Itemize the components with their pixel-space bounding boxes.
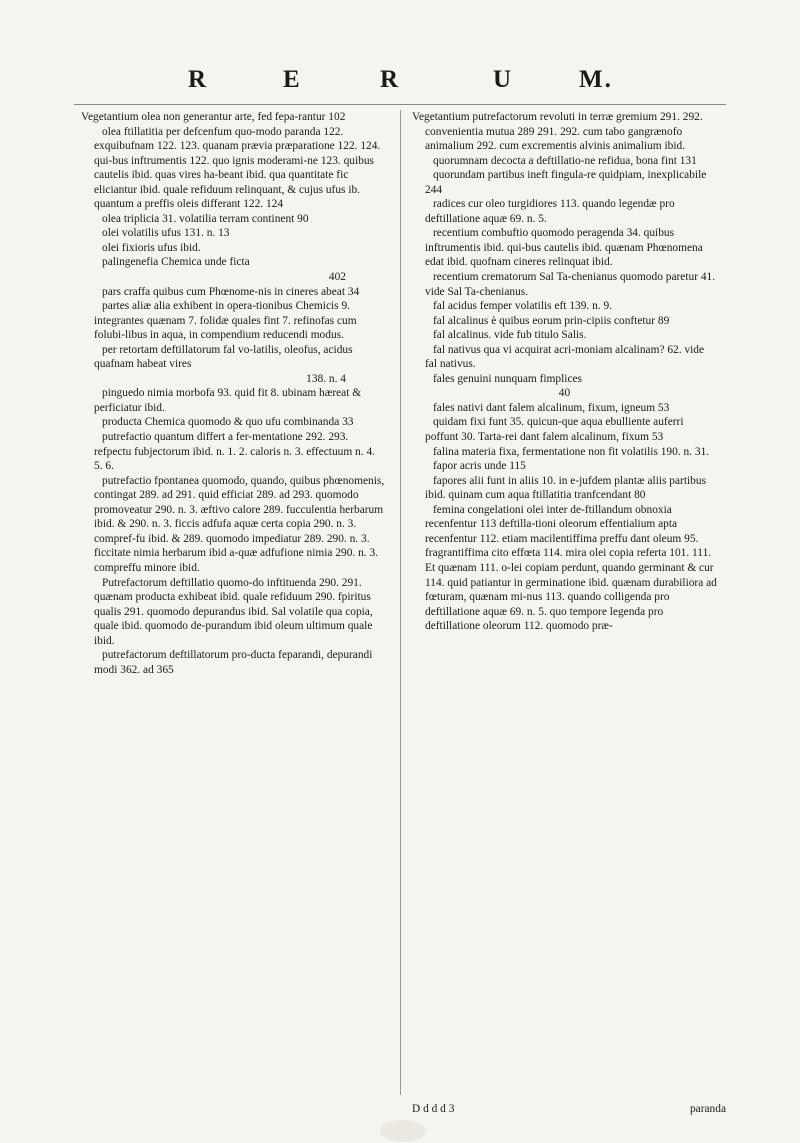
index-entry: fal alcalinus. vide fub titulo Salis. xyxy=(433,329,587,342)
index-entry: partes aliæ alia exhibent in opera-tionibus Chemicis 9. integrantes quænam 7. folidæ quales fint 7. refinofas cum folubi-libus in aqua, in compendium reducendi modus. xyxy=(94,300,357,342)
index-entry: pinguedo nimia morbofa 93. quid fit 8. ubinam hæreat & perficiatur ibid. xyxy=(94,387,362,414)
running-header xyxy=(0,66,800,102)
index-entry: 138. n. 4 xyxy=(306,372,346,385)
index-entry: quidam fixi funt 35. quicun-que aqua ebulliente auferri poffunt 30. Tarta-rei dant falem alcalinum, fixum 53 xyxy=(425,416,684,444)
header-letter: M. xyxy=(579,66,613,93)
index-entry: fales genuini nunquam fimplices xyxy=(433,372,582,385)
column-divider xyxy=(400,110,401,1095)
index-entry: putrefactio fpontanea quomodo, quando, quibus phœnomenis, contingat 289. ad 291. quid efficiat 289. ad 293. quomodo promoveatur 290. n. 3. æftivo calore 289. fucculentia herbarum ibid. & 290. n. 3. ficcis adfufa aquæ certa copia 290. n. 3. compref-fu ibid. & 289. quomodo impediatur 289. 290. n. 3. ficcitate nimia herbarum ibid a-quæ adfufione nimia 290. n. 3. compreffu minore ibid. xyxy=(94,474,385,574)
index-entry: olea triplicia 31. volatilia terram continent 90 xyxy=(102,212,309,225)
page-footer xyxy=(412,1103,726,1119)
index-entry: 40 xyxy=(558,387,571,400)
index-entry: falina materia fixa, fermentatione non fit volatilis 190. n. 31. xyxy=(433,445,710,458)
index-entry: recentium combuftio quomodo peragenda 34. quibus inftrumentis ibid. qui-bus cautelis ibid. quænam Phœnomena edat ibid. quofnam cineres relinquat ibid. xyxy=(425,227,703,269)
left-column xyxy=(81,110,386,1115)
index-entry: Vegetantium putrefactorum revoluti in terræ gremium 291. 292. convenientia mutua 289 291. 292. cum tabo gangrænofo animalium 292. cum excrementis alvinis animalium ibid. xyxy=(412,111,703,153)
index-entry: per retortam deftillatorum fal vo-latilis, oleofus, acidus quafnam habeat vires xyxy=(94,343,353,371)
index-entry: Vegetantium olea non generantur arte, fed fepa-rantur 102 xyxy=(81,111,346,123)
index-entry: palingenefia Chemica unde ficta xyxy=(102,256,250,269)
index-entry: fapores alii funt in aliis 10. in e-jufdem plantæ aliis partibus ibid. quinam cum aqua ftillatitia tranfcendant 80 xyxy=(425,474,707,502)
index-entry: pars craffa quibus cum Phœnome-nis in cineres abeat 34 xyxy=(102,285,360,298)
index-entry: producta Chemica quomodo & quo ufu combinanda 33 xyxy=(102,416,354,429)
index-entry: femina congelationi olei inter de-ftillandum obnoxia recenfentur 113 deftilla-tioni oleorum effentialium apta recenfentur 112. etiam macilentiffima preffu dant oleum 95. fragrantiffima cito effœta 114. mira olei copia referta 101. 111. Et quænam 111. o-lei copiam perdunt, quando germinant & cur 114. quid patiantur in germinatione ibid. quænam durabiliora ad fœturam, quænam mi-nus 113. quando colligenda pro deftillatione aquæ 69. n. 5. quo tempore legenda pro deftillatione oleorum 112. quomodo præ- xyxy=(425,503,717,633)
index-entry: fales nativi dant falem alcalinum, fixum, igneum 53 xyxy=(433,401,670,414)
index-entry: recentium crematorum Sal Ta-chenianus quomodo paretur 41. vide Sal Ta-chenianus. xyxy=(425,271,716,298)
header-letter: U xyxy=(493,66,514,93)
index-entry: olei volatilis ufus 131. n. 13 xyxy=(102,227,230,240)
index-entry: radices cur oleo turgidiores 113. quando legendæ pro deftillatione aquæ 69. n. 5. xyxy=(425,198,675,225)
signature-mark: D d d d 3 xyxy=(412,1103,455,1115)
header-letter: R xyxy=(188,66,209,93)
index-entry: 402 xyxy=(328,271,346,284)
header-letter: R xyxy=(380,66,401,93)
header-letter: E xyxy=(283,66,302,93)
index-entry: olei fixioris ufus ibid. xyxy=(102,241,201,254)
index-entry: putrefactorum deftillatorum pro-ducta feparandi, depurandi modi 362. ad 365 xyxy=(94,649,373,676)
paper-stain xyxy=(380,1120,426,1142)
index-entry: fal alcalinus è quibus eorum prin-cipiis conftetur 89 xyxy=(433,314,670,327)
index-entry: Putrefactorum deftillatio quomo-do inftituenda 290. 291. quænam producta exhibeat ibid. quale refiduum 290. fpiritus qualis 291. quomodo depurandus ibid. Sal volatile qua copia, quale ibid. quomodo de-purandum ibid oleum ultimum quale ibid. xyxy=(94,576,373,647)
index-entry: fal nativus qua vi acquirat acri-moniam alcalinam? 62. vide fal nativus. xyxy=(425,343,705,371)
index-entry: quorumnam decocta a deftillatio-ne refidua, bona fint 131 xyxy=(433,154,697,167)
header-rule xyxy=(74,104,726,105)
index-entry: fapor acris unde 115 xyxy=(433,460,526,473)
index-entry: putrefactio quantum differt a fer-mentatione 292. 293. refpectu fubjectorum ibid. n. 1. 2. caloris n. 3. effectuum n. 4. 5. 6. xyxy=(94,431,375,473)
right-column xyxy=(412,110,717,1115)
catchword: paranda xyxy=(689,1103,726,1115)
index-entry: olea ftillatitia per defcenfum quo-modo paranda 122. exquibufnam 122. 123. quanam prævia præparatione 122. 124. qui-bus inftrumentis 122. quo ignis moderami-ne 123. quibus cautelis ibid. quas vires ha-beant ibid. qua quantitate fic eliciantur ibid. quale refiduum relinquant, & cujus ufus ib. quantum a preffis oleis differant 122. 124 xyxy=(94,125,381,211)
index-entry: quorundam partibus ineft fingula-re quidpiam, inexplicabile 244 xyxy=(425,169,707,196)
index-entry: fal acidus femper volatilis eft 139. n. 9. xyxy=(433,300,613,313)
